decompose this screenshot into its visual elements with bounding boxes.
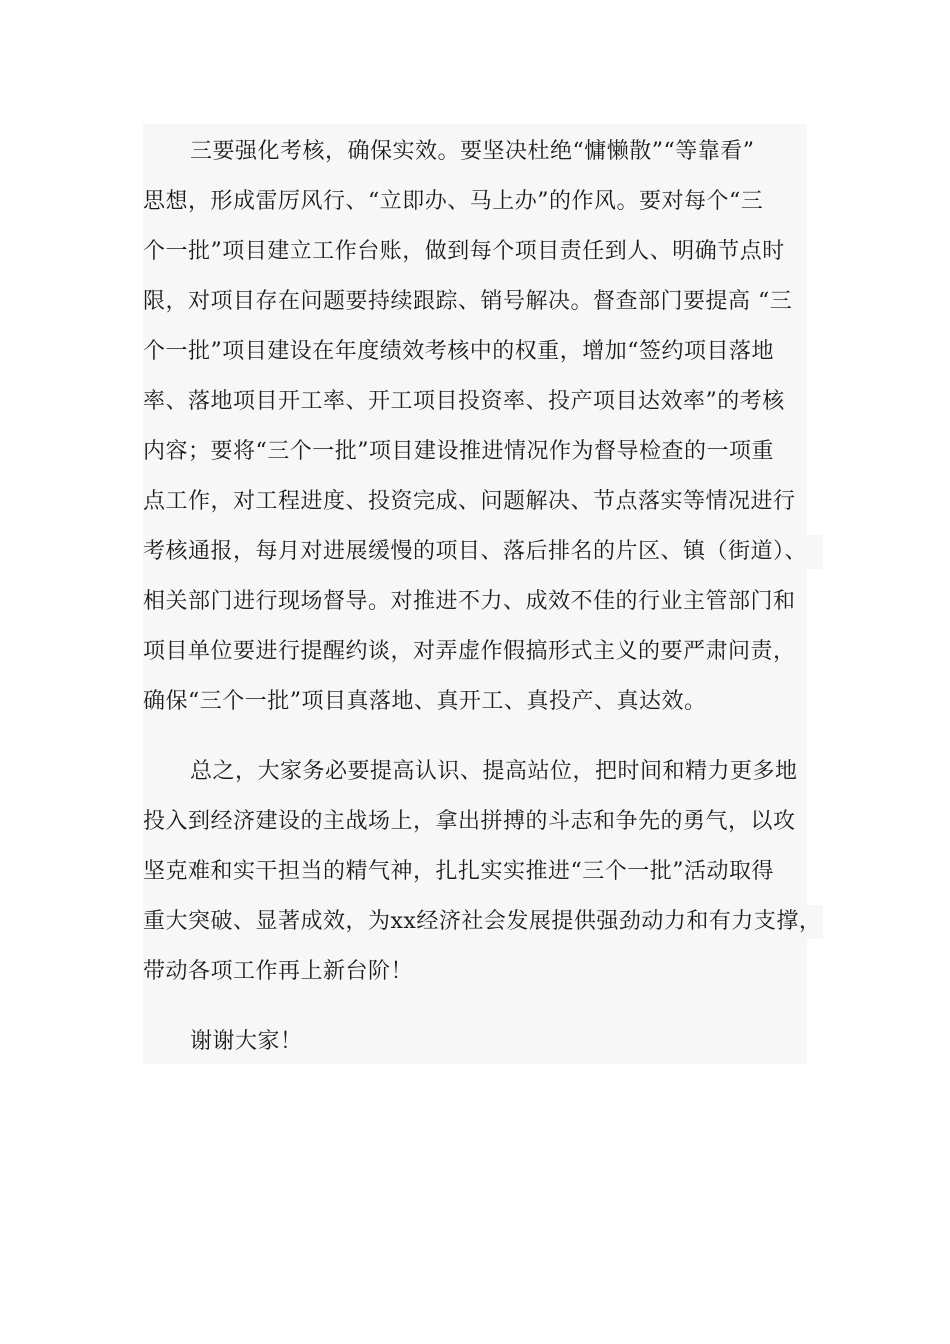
paragraph-1-line-6: 率、落地项目开工率、开工项目投资率、投产项目达效率”的考核 xyxy=(143,389,785,414)
paragraph-1-line-4: 限，对项目存在问题要持续跟踪、销号解决。督查部门要提高 “三 xyxy=(143,289,793,314)
paragraph-2-line-2: 投入到经济建设的主战场上，拿出拼搏的斗志和争先的勇气，以攻 xyxy=(143,809,796,834)
paragraph-2-line-1: 总之，大家务必要提高认识、提高站位，把时间和精力更多地 xyxy=(190,759,798,784)
paragraph-1-line-7: 内容；要将“三个一批”项目建设推进情况作为督导检查的一项重 xyxy=(143,439,774,464)
paragraph-1-line-5: 个一批”项目建设在年度绩效考核中的权重，增加“签约项目落地 xyxy=(143,339,774,364)
paragraph-1-line-1: 三要强化考核，确保实效。要坚决杜绝“慵懒散”“等靠看” xyxy=(190,139,755,164)
paragraph-2-line-4: 重大突破、显著成效，为xx经济社会发展提供强劲动力和有力支撑， xyxy=(143,905,823,939)
document-text-block xyxy=(143,124,822,1064)
closing-line: 谢谢大家！ xyxy=(190,1029,303,1054)
paragraph-2-line-5: 带动各项工作再上新台阶！ xyxy=(143,959,414,984)
paragraph-2-line-3: 坚克难和实干担当的精气神，扎扎实实推进“三个一批”活动取得 xyxy=(143,859,774,884)
paragraph-1-line-10: 相关部门进行现场督导。对推进不力、成效不佳的行业主管部门和 xyxy=(143,589,796,614)
paragraph-1-line-9: 考核通报，每月对进展缓慢的项目、落后排名的片区、镇（街道）、 xyxy=(143,535,823,569)
paragraph-1-line-3: 个一批”项目建立工作台账，做到每个项目责任到人、明确节点时 xyxy=(143,239,785,264)
paragraph-1-line-2: 思想，形成雷厉风行、“立即办、马上办”的作风。要对每个“三 xyxy=(143,189,764,214)
paragraph-1-line-12: 确保“三个一批”项目真落地、真开工、真投产、真达效。 xyxy=(143,689,707,714)
paragraph-1-line-8: 点工作，对工程进度、投资完成、问题解决、节点落实等情况进行 xyxy=(143,489,796,514)
paragraph-1-line-11: 项目单位要进行提醒约谈，对弄虚作假搞形式主义的要严肃问责， xyxy=(143,639,796,664)
